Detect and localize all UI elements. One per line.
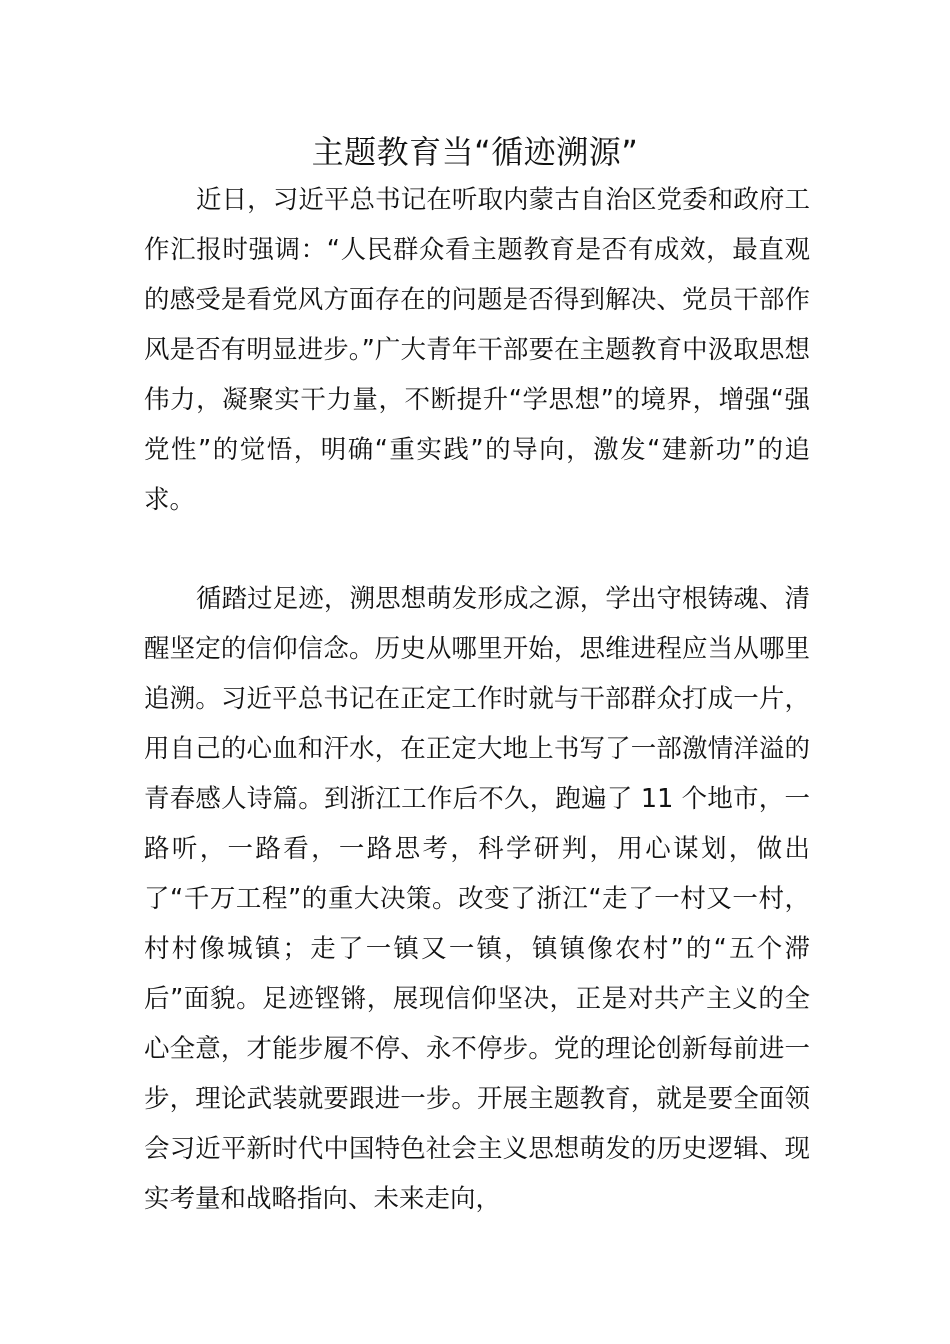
paragraph-intro: 近日，习近平总书记在听取内蒙古自治区党委和政府工作汇报时强调：“人民群众看主题教育是否有成效，最直观的感受是看党风方面存在的问题是否得到解决、党员干部作风是否有明显进步。”广大青年干部要在主题教育中汲取思想伟力，凝聚实干力量，不断提升“学思想”的境界，增强“强党性”的觉悟，明确“重实践”的导向，激发“建新功”的追求。 bbox=[144, 185, 810, 515]
paragraph-trace-footsteps: 循踏过足迹，溯思想萌发形成之源，学出守根铸魂、清醒坚定的信仰信念。历史从哪里开始，思维进程应当从哪里追溯。习近平总书记在正定工作时就与干部群众打成一片，用自己的心血和汗水，在正定大地上书写了一部激情洋溢的青春感人诗篇。到浙江工作后不久，跑遍了 11 个地市，一路听，一路看，一路思考，科学研判，用心谋划，做出了“千万工程”的重大决策。改变了浙江“走了一村又一村，村村像城镇；走了一镇又一镇，镇镇像农村”的“五个滞后”面貌。足迹铿锵，展现信仰坚决，正是对共产主义的全心全意，才能步履不停、永不停步。党的理论创新每前进一步，理论武装就要跟进一步。开展主题教育，就是要全面领会习近平新时代中国特色社会主义思想萌发的历史逻辑、现实考量和战略指向、未来走向， bbox=[144, 584, 810, 1214]
document-title: 主题教育当“循迹溯源” bbox=[311, 133, 639, 171]
